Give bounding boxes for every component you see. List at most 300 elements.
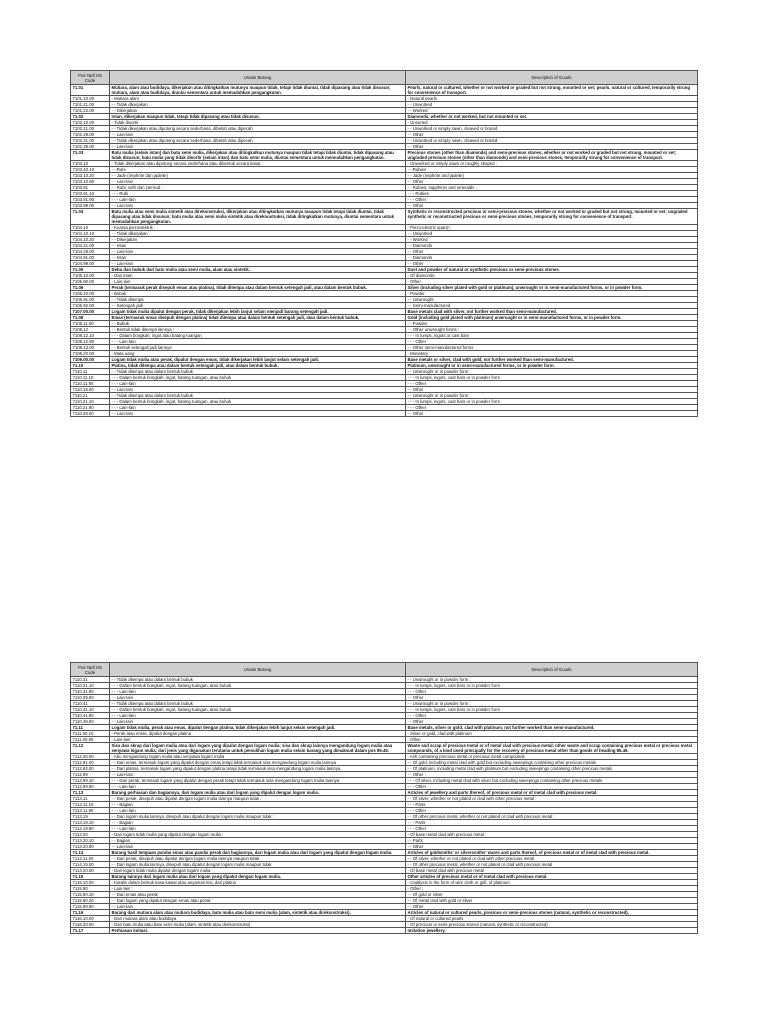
hs-code-cell: 7115.90.10 [71, 892, 110, 898]
hs-code-cell: 7110.31 [71, 677, 110, 683]
tariff-page-1 [70, 70, 697, 417]
uraian-barang-cell: Logam tidak mulia dipalut dengan perak, tidak dikerjakan lebih lanjut selain menjadi barang setengah jadi. [110, 309, 406, 315]
heading-row [71, 85, 698, 96]
uraian-barang-cell: Logam tidak mulia atau perak, dipalut dengan emas, tidak dikerjakan lebih lanjut selain setengah jadi. [110, 357, 406, 363]
description-cell: - - Other [406, 144, 698, 150]
description-cell: - - Other [406, 261, 698, 267]
description-cell: - Piezo-electric quartz : [406, 225, 698, 231]
header-hs-code: Pos Tarif HS Code [71, 663, 110, 677]
hs-code-cell: 7109.00.00 [71, 357, 110, 363]
description-cell: Platinum, unwrought or in semi-manufactured forms, or in powder form. [406, 363, 698, 369]
uraian-barang-cell: - - Tidak ditempa atau dalam bentuk bubuk [110, 393, 406, 399]
description-cell: - - Parts [406, 838, 698, 844]
description-cell: - - - Parts [406, 820, 698, 826]
hs-code-cell: 7110.21.10 [71, 399, 110, 405]
description-cell: - Catalysts in the form of wire cloth or grill, of platinum [406, 880, 698, 886]
hs-code-cell: 7104.10.20 [71, 237, 110, 243]
description-cell: - - - In lumps, ingots or cast bars [406, 333, 698, 339]
tariff-table-2 [70, 662, 698, 934]
uraian-barang-cell: - - Dari platina, termasuk logam yang dipalut dengan platina tetapi tidak termasuk sisa mengandung logam mulia lainnya [110, 766, 406, 772]
header-hs-code: Pos Tarif HS Code [71, 71, 110, 85]
uraian-barang-cell: - - - Bagian [110, 802, 406, 808]
hs-code-cell: 7110.21.90 [71, 405, 110, 411]
description-cell: - - Other [406, 904, 698, 910]
description-cell: - - - Of silver, including metal clad with silver but excluding sweepings containing other precious metals [406, 778, 698, 784]
uraian-barang-cell: - - - Dalam bongkah, ingot atau batang tuangan [110, 333, 406, 339]
uraian-barang-cell: - - Bagian [110, 838, 406, 844]
uraian-barang-cell: - - - Dalam bentuk bongkah, ingot, batang tuangan, atau bubuk [110, 399, 406, 405]
hs-code-cell: 7101.10.00 [71, 96, 110, 102]
uraian-barang-cell: - - Lain-lain [110, 411, 406, 417]
hs-code-cell: 7103.10 [71, 161, 110, 167]
hs-code-cell: 71.15 [71, 874, 110, 880]
description-cell: - - - Other [406, 713, 698, 719]
description-cell: - - - Other [406, 405, 698, 411]
hs-code-cell: 7113.19.90 [71, 826, 110, 832]
hs-code-cell: 71.12 [71, 743, 110, 754]
hs-code-cell: 7106.92.00 [71, 303, 110, 309]
tariff-page-2 [70, 662, 697, 934]
description-cell: - - - Parts [406, 802, 698, 808]
description-cell: Waste and scrap of precious metal or of metal clad with precious metal; other waste and scrap containing precious metal or precious metal compounds, of a kind used principally for the recovery of precious metal other than goods of heading 85.49. [406, 743, 698, 754]
hs-code-cell: 7111.00.10 [71, 731, 110, 737]
description-cell: - - Of other precious metal, whether or not plated or clad with precious metal : [406, 814, 698, 820]
description-cell: - - Jade (nephrite and jadeite) [406, 173, 698, 179]
hs-code-cell: 71.11 [71, 725, 110, 731]
uraian-barang-cell: - Dari logam tidak mulia yang dipalut dengan logam mulia : [110, 832, 406, 838]
hs-code-cell: 7103.10.90 [71, 179, 110, 185]
description-cell: - - - Other [406, 784, 698, 790]
uraian-barang-cell: - Kuarsa piezoelektrik : [110, 225, 406, 231]
uraian-barang-cell: Platina, tidak ditempa atau dalam bentuk setengah jadi, atau dalam bentuk bubuk. [110, 363, 406, 369]
hs-code-cell: 7108.13.00 [71, 345, 110, 351]
hs-code-cell: 7112.99.10 [71, 778, 110, 784]
description-cell: Articles of natural or cultured pearls, precious or semi-precious stones (natural, synthetic or reconstructed). [406, 910, 698, 916]
hs-code-cell: 7104.29.00 [71, 249, 110, 255]
hs-code-cell: 7110.11.90 [71, 381, 110, 387]
uraian-barang-cell: - - - Dalam bentuk bongkah, ingot, batang tuangan, atau bubuk [110, 707, 406, 713]
hs-code-cell: 7101.21.00 [71, 102, 110, 108]
hs-code-cell: 7102.31.00 [71, 138, 110, 144]
uraian-barang-cell: - - Lain-lain [110, 261, 406, 267]
hs-code-cell: 71.02 [71, 114, 110, 120]
description-cell: - Other [406, 737, 698, 743]
uraian-barang-cell: - Lain-lain : [110, 886, 406, 892]
uraian-barang-cell: - Mata uang [110, 351, 406, 357]
table-header-row [71, 663, 698, 677]
uraian-barang-cell: - Dari mutiara alam atau budidaya [110, 916, 406, 922]
hs-code-cell: 7110.29.00 [71, 411, 110, 417]
hs-code-cell: 7108.12.10 [71, 333, 110, 339]
description-cell: - - Diamonds [406, 255, 698, 261]
description-cell: - - Worked [406, 108, 698, 114]
hs-code-cell: 7102.39.00 [71, 144, 110, 150]
uraian-barang-cell: - - - Bagian [110, 820, 406, 826]
uraian-barang-cell: - - Tidak dikerjakan [110, 231, 406, 237]
hs-code-cell: 7104.10 [71, 225, 110, 231]
hs-code-cell: 7103.99.00 [71, 203, 110, 209]
uraian-barang-cell: - - Lain-lain [110, 144, 406, 150]
uraian-barang-cell: - - Tidak ditempa atau dalam bentuk bubuk [110, 701, 406, 707]
description-cell: - - Other [406, 132, 698, 138]
description-cell: Silver (including silver plated with gold or platinum), unwrought or in semi-manufactured forms, or in powder form. [406, 285, 698, 291]
hs-code-cell: 7103.91 [71, 185, 110, 191]
description-cell: - - Other [406, 411, 698, 417]
description-cell: Base metals clad with silver, not further worked than semi-manufactured. [406, 309, 698, 315]
uraian-barang-cell: - - Dari emas atau perak [110, 892, 406, 898]
description-cell: - - Other unwrought forms : [406, 327, 698, 333]
hs-code-cell: 7105.90.00 [71, 279, 110, 285]
hs-code-cell: 7110.19.00 [71, 387, 110, 393]
uraian-barang-cell: - - Lain-lain [110, 203, 406, 209]
description-cell: Synthetic or reconstructed precious or semi-precious stones, whether or not worked or graded but not strung, mounted or set; ungraded synthetic or reconstructed precious or semi-precious stones, temporarily strung for convenience of transport. [406, 209, 698, 225]
hs-code-cell: 7112.99.90 [71, 784, 110, 790]
description-cell: Base metals or silver, clad with gold, not further worked than semi-manufactured. [406, 357, 698, 363]
hs-code-cell: 7110.41.10 [71, 707, 110, 713]
uraian-barang-cell: - - Bubuk [110, 321, 406, 327]
uraian-barang-cell: - - - Dari perak, termasuk logam yang dipalut dengan perak tetapi tidak termasuk sisa mengandung logam mulia lainnya [110, 778, 406, 784]
uraian-barang-cell: - - Tidak dikerjakan atau dipotong secara sederhana, dibelah atau dipecah [110, 126, 406, 132]
description-cell: Pearls, natural or cultured, whether or not worked or graded but not strung, mounted or set; pearls, natural or cultured, temporarily strung for convenience of transport. [406, 85, 698, 96]
hs-code-cell: 7110.41.90 [71, 713, 110, 719]
hs-code-cell: 71.04 [71, 209, 110, 225]
description-cell: - - Semi-manufactured [406, 303, 698, 309]
uraian-barang-cell: - - Lain-lain [110, 132, 406, 138]
description-cell: - Of diamonds [406, 273, 698, 279]
uraian-barang-cell: Barang hasil tempaan pandai emas atau pandai perak dan bagiannya, dari logam mulia atau dari logam yang dipalut dengan logam mulia. [110, 850, 406, 856]
description-cell: - - Other semi-manufactured forms [406, 345, 698, 351]
hs-code-cell: 7106.10.00 [71, 291, 110, 297]
uraian-barang-cell: - - Tidak dikerjakan [110, 102, 406, 108]
description-cell: Articles of goldsmiths' or silversmiths' wares and parts thereof, of precious metal or of metal clad with precious metal. [406, 850, 698, 856]
description-cell: - - - Other [406, 689, 698, 695]
uraian-barang-cell: Debu dan bubuk dari batu mulia atau semi mulia, alam atau sintetik. [110, 267, 406, 273]
uraian-barang-cell: Perhiasan imitasi. [110, 928, 406, 934]
uraian-barang-cell: - Mutiara alam [110, 96, 406, 102]
description-cell: - - - Other [406, 808, 698, 814]
hs-code-cell: 7110.11.10 [71, 375, 110, 381]
description-cell: - - Worked [406, 237, 698, 243]
hs-code-cell: 71.08 [71, 315, 110, 321]
hs-code-cell: 7103.10.10 [71, 167, 110, 173]
uraian-barang-cell: - - Rubi, safir dan zamrud : [110, 185, 406, 191]
uraian-barang-cell: - Tidak dikerjakan atau dipotong secara sederhana atau dibentuk secara kasar : [110, 161, 406, 167]
description-cell: - - Other [406, 844, 698, 850]
hs-code-cell: 7114.19.00 [71, 862, 110, 868]
uraian-barang-cell: - Perak atau emas, dipalut dengan platina [110, 731, 406, 737]
description-cell: - Ash containing precious metal or precious metal compounds [406, 754, 698, 760]
uraian-barang-cell: - - Lain-lain [110, 179, 406, 185]
tariff-table-1 [70, 70, 698, 417]
uraian-barang-cell: - - Dari perak, disepuh atau dipalut dengan logam mulia lainnya maupun tidak : [110, 796, 406, 802]
uraian-barang-cell: - Katalis dalam bentuk kasa kawat atau anyaman kisi, dari platina [110, 880, 406, 886]
description-cell: - - Rubies, sapphires and emeralds : [406, 185, 698, 191]
uraian-barang-cell: - Abu mengandung logam mulia atau senyawa logam mulia [110, 754, 406, 760]
hs-code-cell: 7107.00.00 [71, 309, 110, 315]
description-cell: - - Other [406, 695, 698, 701]
description-cell: - - - Other [406, 381, 698, 387]
uraian-barang-cell: - - - Lain-lain [110, 339, 406, 345]
uraian-barang-cell: - - - Lain-lain [110, 381, 406, 387]
description-cell: - - Powder [406, 321, 698, 327]
description-cell: - - - In lumps, ingots, cast bars or in powder form [406, 399, 698, 405]
hs-code-cell: 71.13 [71, 790, 110, 796]
uraian-barang-cell: - Dari logam tidak mulia dipalut dengan logam mulia [110, 868, 406, 874]
hs-code-cell: 7113.11.90 [71, 808, 110, 814]
uraian-barang-cell: Batu mulia (selain intan) dan batu semi mulia, dikerjakan atau ditingkatkan mutunya maupun tidak tetapi tidak diuntai, tidak dipasang atau tidak disusun; batu mulia yang tidak disortir (selain intan) dan batu semi mulia, diuntai sementara untuk memudahkan pengangkutan. [110, 150, 406, 161]
hs-code-cell: 7110.31.10 [71, 683, 110, 689]
header-description-of-goods: Description of Goods [406, 663, 698, 677]
description-cell: - - Rubies [406, 167, 698, 173]
header-description-of-goods: Description of Goods [406, 71, 698, 85]
hs-code-cell: 7114.11.00 [71, 856, 110, 862]
uraian-barang-cell: Batu mulia atau semi mulia sintetik atau direkonstruksi, dikerjakan atau ditingkatkan mutunya maupun tidak tetapi tidak diuntai, tidak dipasang atau tidak disusun; batu mulia atau semi mulia sintetik atau direkonstruksi, tidak ditingkatkan mutunya, diuntai sementara untuk memudahkan pengangkutan. [110, 209, 406, 225]
description-cell: - - Of metal clad with gold or silver [406, 898, 698, 904]
uraian-barang-cell: - - Dari emas, termasuk logam yang dipalut dengan emas tetapi tidak termasuk sisa mengandung logam mulia lainnya [110, 760, 406, 766]
description-cell: Other articles of precious metal or of metal clad with precious metal. [406, 874, 698, 880]
description-cell: Dust and powder of natural or synthetic precious or semi-precious stones. [406, 267, 698, 273]
uraian-barang-cell: - Lain-lain [110, 737, 406, 743]
description-cell: - - Of platinum, including metal clad with platinum but excluding sweepings containing other precious metals [406, 766, 698, 772]
description-cell: Precious stones (other than diamonds) and semi-precious stones, whether or not worked or graded but not strung, mounted or set; ungraded precious stones (other than diamonds) and semi-precious stones, temporarily strung for convenience of transport. [406, 150, 698, 161]
hs-code-cell: 7112.92.00 [71, 766, 110, 772]
description-cell: - Natural pearls [406, 96, 698, 102]
uraian-barang-cell: Barang perhiasan dan bagiannya, dari logam mulia atau dari logam yang dipalut dengan logam mulia. [110, 790, 406, 796]
heading-row [71, 850, 698, 856]
heading-row [71, 209, 698, 225]
description-cell: - - - Other [406, 339, 698, 345]
hs-code-cell: 7113.19 [71, 814, 110, 820]
heading-row [71, 150, 698, 161]
hs-code-cell: 7110.39.00 [71, 695, 110, 701]
description-cell: - - Diamonds [406, 243, 698, 249]
hs-code-cell: 71.05 [71, 267, 110, 273]
description-cell: - - Of other precious metal, whether or not plated or clad with precious metal [406, 862, 698, 868]
heading-row [71, 928, 698, 934]
table-row [71, 411, 698, 417]
uraian-barang-cell: - - Dari perak, disepuh atau dipalut dengan logam mulia lainnya maupun tidak [110, 856, 406, 862]
uraian-barang-cell: Mutiara, alam atau budidaya, dikerjakan atau ditingkatkan mutunya maupun tidak, tetapi tidak diuntai, tidak dipasang atau tidak disusun; mutiara, alam atau budidaya, diuntai sementara untuk memudahkan pengangkutan. [110, 85, 406, 96]
uraian-barang-cell: Logam tidak mulia, perak atau emas, dipalut dengan platina, tidak dikerjakan lebih lanjut selain setengah jadi. [110, 725, 406, 731]
hs-code-cell: 7113.20.10 [71, 838, 110, 844]
uraian-barang-cell: - - Tidak ditempa atau dalam bentuk bubuk [110, 677, 406, 683]
uraian-barang-cell: - - - Dalam bentuk bongkah, ingot, batang tuangan, atau bubuk [110, 375, 406, 381]
description-cell: - - Other [406, 203, 698, 209]
description-cell: - Powder [406, 291, 698, 297]
hs-code-cell: 7113.19.10 [71, 820, 110, 826]
header-uraian-barang: Uraian Barang [110, 71, 406, 85]
description-cell: Articles of jewellery and parts thereof, of precious metal or of metal clad with precious metal. [406, 790, 698, 796]
hs-code-cell: 7105.10.00 [71, 273, 110, 279]
hs-code-cell: 7115.90.20 [71, 898, 110, 904]
description-cell: - - Of silver, whether or not plated or clad with other precious metal [406, 856, 698, 862]
description-cell: - - Unwrought or in powder form : [406, 393, 698, 399]
uraian-barang-cell: - - Dari logam yang dipalut dengan emas atau perak [110, 898, 406, 904]
hs-code-cell: 7115.10.00 [71, 880, 110, 886]
uraian-barang-cell: - - Lain-lain [110, 249, 406, 255]
hs-code-cell: 7104.91.00 [71, 255, 110, 261]
description-cell: - - Unworked or simply sawn, cleaved or bruted [406, 126, 698, 132]
uraian-barang-cell: Barang dari mutiara alam atau mutiara budidaya, batu mulia atau batu semi mulia (alam, sintetik atau direkonstruksi). [110, 910, 406, 916]
hs-code-cell: 7104.21.00 [71, 243, 110, 249]
uraian-barang-cell: - - Dikerjakan [110, 108, 406, 114]
table-header-row [71, 71, 698, 85]
hs-code-cell: 71.14 [71, 850, 110, 856]
uraian-barang-cell: - Dari batu mulia atau batu semi mulia (alam, sintetik atau direkonstruksi) [110, 922, 406, 928]
uraian-barang-cell: - - Setengah jadi [110, 303, 406, 309]
description-cell: - - Other [406, 719, 698, 725]
hs-code-cell: 7102.29.00 [71, 132, 110, 138]
uraian-barang-cell: - - Tidak ditempa atau dalam bentuk bubuk [110, 369, 406, 375]
description-cell: - Of natural or cultured pearls [406, 916, 698, 922]
uraian-barang-cell: - - - Lain-lain [110, 197, 406, 203]
hs-code-cell: 7103.91.90 [71, 197, 110, 203]
uraian-barang-cell: - - - Dalam bentuk bongkah, ingot, batang tuangan, atau bubuk [110, 683, 406, 689]
tariff-rows-1 [71, 85, 698, 417]
heading-row [71, 743, 698, 754]
uraian-barang-cell: - Dari intan [110, 273, 406, 279]
hs-code-cell: 7115.90 [71, 886, 110, 892]
uraian-barang-cell: - - Lain-lain [110, 904, 406, 910]
description-cell: - - - In lumps, ingots, cast bars or in powder form [406, 375, 698, 381]
hs-code-cell: 71.01 [71, 85, 110, 96]
uraian-barang-cell: - - Lain-lain [110, 719, 406, 725]
hs-code-cell: 7111.00.90 [71, 737, 110, 743]
uraian-barang-cell: - - Lain-lain : [110, 772, 406, 778]
description-cell: - - Unwrought [406, 297, 698, 303]
hs-code-cell: 7113.20 [71, 832, 110, 838]
hs-code-cell: 7116.20.00 [71, 922, 110, 928]
description-cell: Diamonds, whether or not worked, but not mounted or set. [406, 114, 698, 120]
hs-code-cell: 7110.11 [71, 369, 110, 375]
uraian-barang-cell: - - Rubi [110, 167, 406, 173]
uraian-barang-cell: - - Bentuk setengah jadi lainnya [110, 345, 406, 351]
hs-code-cell: 7110.49.00 [71, 719, 110, 725]
hs-code-cell: 7113.20.90 [71, 844, 110, 850]
description-cell: - - Unworked [406, 102, 698, 108]
hs-code-cell: 7101.22.00 [71, 108, 110, 114]
description-cell: - - - Rubies [406, 191, 698, 197]
description-cell: - Silver or gold, clad with platinum [406, 731, 698, 737]
description-cell: - - Unwrought or in powder form : [406, 701, 698, 707]
uraian-barang-cell: Sisa dan skrap dari logam mulia atau dari logam yang dipalut dengan logam mulia; sisa dan skrap lainnya mengandung logam mulia atau senyawa logam mulia, dari jenis yang digunakan terutama untuk pemulihan logam mulia selain barang yang dimaksud dalam pos 85.49. [110, 743, 406, 754]
description-cell: - Of precious or semi-precious stones (natural, synthetic or reconstructed) [406, 922, 698, 928]
hs-code-cell: 7110.41 [71, 701, 110, 707]
description-cell: - - Other : [406, 772, 698, 778]
hs-code-cell: 7115.90.90 [71, 904, 110, 910]
description-cell: - - - In lumps, ingots, cast bars or in powder form [406, 683, 698, 689]
uraian-barang-cell: Intan, dikerjakan maupun tidak, tetapi tidak dipasang atau tidak disusun. [110, 114, 406, 120]
description-cell: - - Unwrought or in powder form : [406, 677, 698, 683]
uraian-barang-cell: Barang lainnya dari logam mulia atau dari logam yang dipalut dengan logam mulia. [110, 874, 406, 880]
hs-code-cell: 7103.10.20 [71, 173, 110, 179]
description-cell: - Unsorted [406, 120, 698, 126]
uraian-barang-cell: - - Bentuk tidak ditempa lainnya : [110, 327, 406, 333]
description-cell: Imitation jewellery. [406, 928, 698, 934]
hs-code-cell: 7106.91.00 [71, 297, 110, 303]
hs-code-cell: 7110.31.90 [71, 689, 110, 695]
hs-code-cell: 71.17 [71, 928, 110, 934]
uraian-barang-cell: - - Dari logam mulia lainnya, disepuh atau dipalut dengan logam mulia maupun tidak [110, 862, 406, 868]
uraian-barang-cell: - - - Lain-lain [110, 689, 406, 695]
uraian-barang-cell: - - Lain-lain [110, 695, 406, 701]
uraian-barang-cell: Emas (termasuk emas disepuh dengan platina) tidak ditempa atau dalam bentuk setengah jadi, atau dalam bentuk bubuk. [110, 315, 406, 321]
hs-code-cell: 7108.12.90 [71, 339, 110, 345]
hs-code-cell: 7110.21 [71, 393, 110, 399]
hs-code-cell: 7108.20.00 [71, 351, 110, 357]
description-cell: - - - In lumps, ingots, cast bars or in powder form [406, 707, 698, 713]
hs-code-cell: 71.03 [71, 150, 110, 161]
description-cell: - Of base metal clad with precious metal [406, 868, 698, 874]
description-cell: - - Other [406, 179, 698, 185]
description-cell: - - - Other [406, 197, 698, 203]
hs-code-cell: 7116.10.00 [71, 916, 110, 922]
hs-code-cell: 7108.11.00 [71, 321, 110, 327]
description-cell: - Other [406, 279, 698, 285]
hs-code-cell: 71.06 [71, 285, 110, 291]
description-cell: Base metals, silver or gold, clad with platinum, not further worked than semi-manufactured. [406, 725, 698, 731]
hs-code-cell: 7112.99 [71, 772, 110, 778]
hs-code-cell: 71.10 [71, 363, 110, 369]
uraian-barang-cell: - - Tidak dikerjakan atau dipotong secara sederhana, dibelah atau dipecah [110, 138, 406, 144]
hs-code-cell: 7113.11 [71, 796, 110, 802]
hs-code-cell: 7108.12 [71, 327, 110, 333]
description-cell: Gold (including gold plated with platinum) unwrought or in semi-manufactured forms, or in powder form. [406, 315, 698, 321]
tariff-rows-2 [71, 677, 698, 934]
uraian-barang-cell: - - Intan [110, 243, 406, 249]
description-cell: - Monetary [406, 351, 698, 357]
uraian-barang-cell: - Bubuk [110, 291, 406, 297]
description-cell: - - Other [406, 387, 698, 393]
uraian-barang-cell: - - Lain-lain [110, 387, 406, 393]
uraian-barang-cell: - - - Lain-lain [110, 713, 406, 719]
description-cell: - - Other [406, 249, 698, 255]
description-cell: - - - Other [406, 826, 698, 832]
hs-code-cell: 7104.10.10 [71, 231, 110, 237]
uraian-barang-cell: - - - Lain-lain [110, 784, 406, 790]
hs-code-cell: 7114.20.00 [71, 868, 110, 874]
uraian-barang-cell: - - Dari logam mulia lainnya, disepuh atau dipalut dengan logam mulia maupun tidak : [110, 814, 406, 820]
uraian-barang-cell: - Lain-lain [110, 279, 406, 285]
hs-code-cell: 71.16 [71, 910, 110, 916]
uraian-barang-cell: - - Lain-lain [110, 844, 406, 850]
hs-code-cell: 7112.91.00 [71, 760, 110, 766]
hs-code-cell: 7102.21.00 [71, 126, 110, 132]
hs-code-cell: 7113.11.10 [71, 802, 110, 808]
hs-code-cell: 7112.30.00 [71, 754, 110, 760]
uraian-barang-cell: - Tidak disortir [110, 120, 406, 126]
uraian-barang-cell: - - - Lain-lain [110, 405, 406, 411]
hs-code-cell: 7104.99.00 [71, 261, 110, 267]
description-cell: - - Unwrought or in powder form : [406, 369, 698, 375]
description-cell: - - Unworked or simply sawn, cleaved or bruted [406, 138, 698, 144]
description-cell: - Other : [406, 886, 698, 892]
uraian-barang-cell: - - - Rubi [110, 191, 406, 197]
uraian-barang-cell: - - Intan [110, 255, 406, 261]
hs-code-cell: 7103.91.10 [71, 191, 110, 197]
description-cell: - - Of gold or silver [406, 892, 698, 898]
description-cell: - - Of silver, whether or not plated or clad with other precious metal : [406, 796, 698, 802]
uraian-barang-cell: - - Tidak ditempa [110, 297, 406, 303]
uraian-barang-cell: Perak (termasuk perak disepuh emas atau platina), tidak ditempa atau dalam bentuk setengah jadi, atau dalam bentuk bubuk. [110, 285, 406, 291]
description-cell: - - Unworked [406, 231, 698, 237]
hs-code-cell: 7102.10.00 [71, 120, 110, 126]
uraian-barang-cell: - - Jade (nephrite dan jadeite) [110, 173, 406, 179]
uraian-barang-cell: - - - Lain-lain [110, 808, 406, 814]
description-cell: - Of base metal clad with precious metal : [406, 832, 698, 838]
uraian-barang-cell: - - Dikerjakan [110, 237, 406, 243]
description-cell: - Unworked or simply sawn or roughly shaped : [406, 161, 698, 167]
